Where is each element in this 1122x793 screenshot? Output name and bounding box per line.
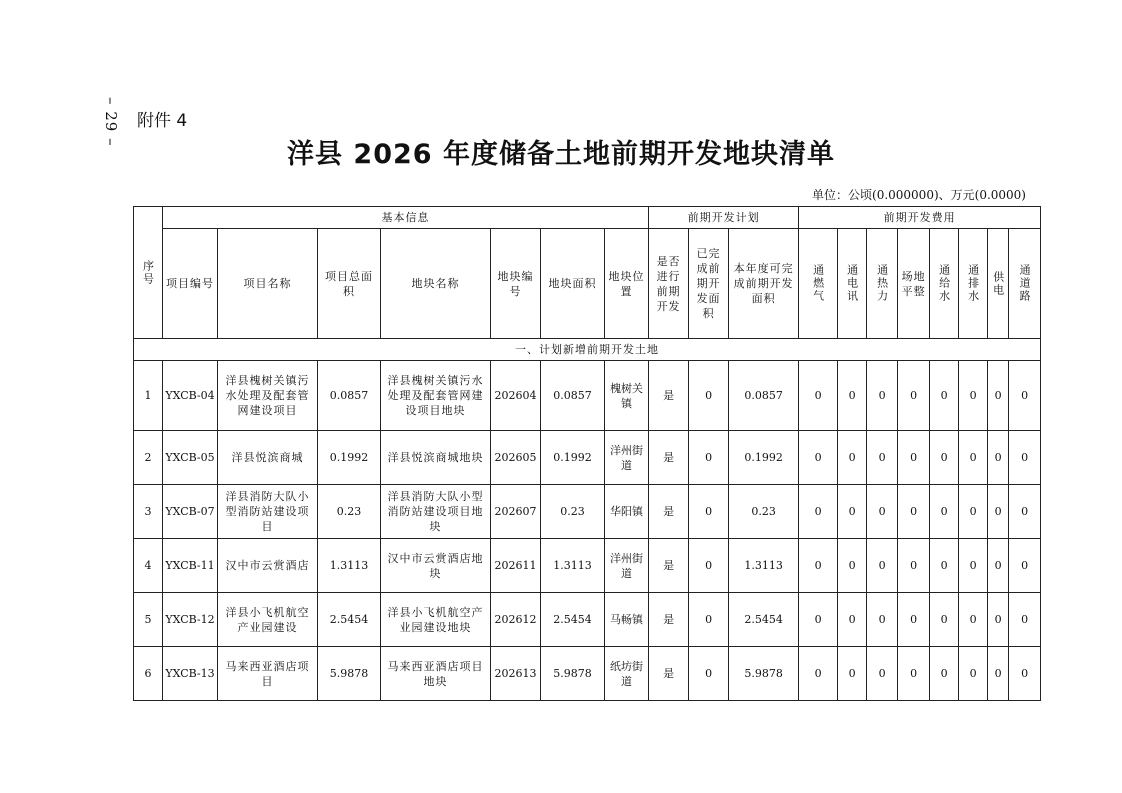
group-basic-info: 基本信息	[163, 207, 649, 229]
cell-drainage: 0	[959, 485, 988, 539]
cell-telecom: 0	[838, 647, 867, 701]
group-dev-cost: 前期开发费用	[799, 207, 1041, 229]
cell-seq: 6	[134, 647, 163, 701]
group-dev-plan: 前期开发计划	[649, 207, 799, 229]
cell-heat: 0	[867, 485, 898, 539]
cell-project-area: 1.3113	[318, 539, 381, 593]
header-heat: 通热力	[867, 229, 898, 339]
cell-road: 0	[1009, 431, 1041, 485]
cell-telecom: 0	[838, 539, 867, 593]
cell-completed-area: 0	[689, 485, 729, 539]
cell-road: 0	[1009, 485, 1041, 539]
cell-project-code: YXCB-04	[163, 361, 218, 431]
cell-year-area: 0.1992	[729, 431, 799, 485]
header-leveling: 场地平整	[898, 229, 930, 339]
cell-year-area: 0.23	[729, 485, 799, 539]
cell-parcel-area: 0.1992	[541, 431, 605, 485]
cell-leveling: 0	[898, 431, 930, 485]
header-telecom: 通电讯	[838, 229, 867, 339]
table-row	[134, 431, 1041, 485]
cell-telecom: 0	[838, 485, 867, 539]
header-completed-area: 已完成前期开发面积	[689, 229, 729, 339]
cell-project-name: 马来西亚酒店项目	[218, 647, 318, 701]
cell-parcel-code: 202612	[491, 593, 541, 647]
cell-seq: 4	[134, 539, 163, 593]
table-row	[134, 647, 1041, 701]
cell-power: 0	[988, 485, 1009, 539]
attachment-label: 附件 4	[137, 111, 188, 131]
cell-year-area: 5.9878	[729, 647, 799, 701]
cell-road: 0	[1009, 361, 1041, 431]
cell-gas: 0	[799, 361, 838, 431]
cell-heat: 0	[867, 539, 898, 593]
unit-note: 单位：公顷(0.000000)、万元(0.0000)	[812, 188, 1026, 202]
cell-parcel-area: 0.23	[541, 485, 605, 539]
cell-project-area: 0.1992	[318, 431, 381, 485]
cell-water-supply: 0	[930, 647, 959, 701]
cell-telecom: 0	[838, 593, 867, 647]
cell-water-supply: 0	[930, 485, 959, 539]
cell-project-area: 0.23	[318, 485, 381, 539]
cell-project-code: YXCB-13	[163, 647, 218, 701]
cell-parcel-code: 202611	[491, 539, 541, 593]
cell-project-code: YXCB-12	[163, 593, 218, 647]
cell-leveling: 0	[898, 361, 930, 431]
cell-completed-area: 0	[689, 361, 729, 431]
cell-heat: 0	[867, 647, 898, 701]
cell-project-name: 洋县悦滨商城	[218, 431, 318, 485]
header-project-code: 项目编号	[163, 229, 218, 339]
header-project-area: 项目总面积	[318, 229, 381, 339]
cell-water-supply: 0	[930, 431, 959, 485]
cell-project-code: YXCB-07	[163, 485, 218, 539]
cell-gas: 0	[799, 431, 838, 485]
header-is-dev: 是否进行前期开发	[649, 229, 689, 339]
cell-parcel-area: 1.3113	[541, 539, 605, 593]
cell-heat: 0	[867, 593, 898, 647]
cell-telecom: 0	[838, 431, 867, 485]
cell-seq: 1	[134, 361, 163, 431]
cell-road: 0	[1009, 593, 1041, 647]
cell-parcel-name: 汉中市云赏酒店地块	[381, 539, 491, 593]
header-parcel-name: 地块名称	[381, 229, 491, 339]
cell-parcel-code: 202613	[491, 647, 541, 701]
cell-power: 0	[988, 539, 1009, 593]
header-parcel-location: 地块位置	[605, 229, 649, 339]
cell-seq: 5	[134, 593, 163, 647]
header-year-area: 本年度可完成前期开发面积	[729, 229, 799, 339]
table-row	[134, 539, 1041, 593]
header-gas: 通燃气	[799, 229, 838, 339]
cell-seq: 3	[134, 485, 163, 539]
header-parcel-area: 地块面积	[541, 229, 605, 339]
cell-project-area: 5.9878	[318, 647, 381, 701]
cell-parcel-name: 洋县悦滨商城地块	[381, 431, 491, 485]
cell-gas: 0	[799, 593, 838, 647]
parcel-table	[133, 206, 1041, 701]
cell-power: 0	[988, 593, 1009, 647]
header-parcel-code: 地块编号	[491, 229, 541, 339]
cell-parcel-area: 5.9878	[541, 647, 605, 701]
header-power: 供电	[988, 229, 1009, 339]
table-row	[134, 485, 1041, 539]
cell-drainage: 0	[959, 539, 988, 593]
cell-completed-area: 0	[689, 431, 729, 485]
cell-leveling: 0	[898, 539, 930, 593]
cell-project-code: YXCB-11	[163, 539, 218, 593]
cell-leveling: 0	[898, 485, 930, 539]
cell-is-dev: 是	[649, 485, 689, 539]
cell-parcel-name: 马来西亚酒店项目地块	[381, 647, 491, 701]
header-road: 通道路	[1009, 229, 1041, 339]
cell-parcel-code: 202604	[491, 361, 541, 431]
cell-telecom: 0	[838, 361, 867, 431]
cell-gas: 0	[799, 485, 838, 539]
cell-location: 槐树关镇	[605, 361, 649, 431]
cell-project-area: 0.0857	[318, 361, 381, 431]
cell-is-dev: 是	[649, 539, 689, 593]
page-number: – 29 –	[102, 97, 120, 147]
cell-power: 0	[988, 431, 1009, 485]
cell-project-area: 2.5454	[318, 593, 381, 647]
document-title: 洋县 2026 年度储备土地前期开发地块清单	[287, 139, 835, 170]
header-seq: 序号	[134, 207, 163, 339]
cell-heat: 0	[867, 431, 898, 485]
cell-gas: 0	[799, 539, 838, 593]
header-water-supply: 通给水	[930, 229, 959, 339]
cell-seq: 2	[134, 431, 163, 485]
cell-gas: 0	[799, 647, 838, 701]
cell-drainage: 0	[959, 431, 988, 485]
cell-year-area: 1.3113	[729, 539, 799, 593]
cell-heat: 0	[867, 361, 898, 431]
cell-water-supply: 0	[930, 593, 959, 647]
cell-water-supply: 0	[930, 361, 959, 431]
cell-location: 华阳镇	[605, 485, 649, 539]
cell-parcel-area: 2.5454	[541, 593, 605, 647]
cell-location: 纸坊街道	[605, 647, 649, 701]
table-row	[134, 593, 1041, 647]
table-row	[134, 361, 1041, 431]
header-project-name: 项目名称	[218, 229, 318, 339]
cell-year-area: 0.0857	[729, 361, 799, 431]
cell-location: 洋州街道	[605, 539, 649, 593]
cell-location: 洋州街道	[605, 431, 649, 485]
cell-is-dev: 是	[649, 647, 689, 701]
cell-road: 0	[1009, 647, 1041, 701]
cell-parcel-name: 洋县小飞机航空产业园建设地块	[381, 593, 491, 647]
cell-leveling: 0	[898, 647, 930, 701]
cell-power: 0	[988, 361, 1009, 431]
cell-project-code: YXCB-05	[163, 431, 218, 485]
cell-year-area: 2.5454	[729, 593, 799, 647]
cell-parcel-area: 0.0857	[541, 361, 605, 431]
cell-drainage: 0	[959, 593, 988, 647]
cell-completed-area: 0	[689, 593, 729, 647]
cell-parcel-name: 洋县槐树关镇污水处理及配套管网建设项目地块	[381, 361, 491, 431]
section-title: 一、计划新增前期开发土地	[134, 339, 1041, 361]
cell-project-name: 洋县槐树关镇污水处理及配套管网建设项目	[218, 361, 318, 431]
header-drainage: 通排水	[959, 229, 988, 339]
cell-road: 0	[1009, 539, 1041, 593]
cell-location: 马畅镇	[605, 593, 649, 647]
cell-is-dev: 是	[649, 593, 689, 647]
cell-is-dev: 是	[649, 361, 689, 431]
cell-project-name: 洋县消防大队小型消防站建设项目	[218, 485, 318, 539]
cell-drainage: 0	[959, 647, 988, 701]
cell-power: 0	[988, 647, 1009, 701]
cell-parcel-code: 202605	[491, 431, 541, 485]
cell-water-supply: 0	[930, 539, 959, 593]
cell-completed-area: 0	[689, 539, 729, 593]
cell-completed-area: 0	[689, 647, 729, 701]
cell-leveling: 0	[898, 593, 930, 647]
cell-drainage: 0	[959, 361, 988, 431]
cell-project-name: 洋县小飞机航空产业园建设	[218, 593, 318, 647]
cell-project-name: 汉中市云赏酒店	[218, 539, 318, 593]
cell-is-dev: 是	[649, 431, 689, 485]
cell-parcel-code: 202607	[491, 485, 541, 539]
cell-parcel-name: 洋县消防大队小型消防站建设项目地块	[381, 485, 491, 539]
